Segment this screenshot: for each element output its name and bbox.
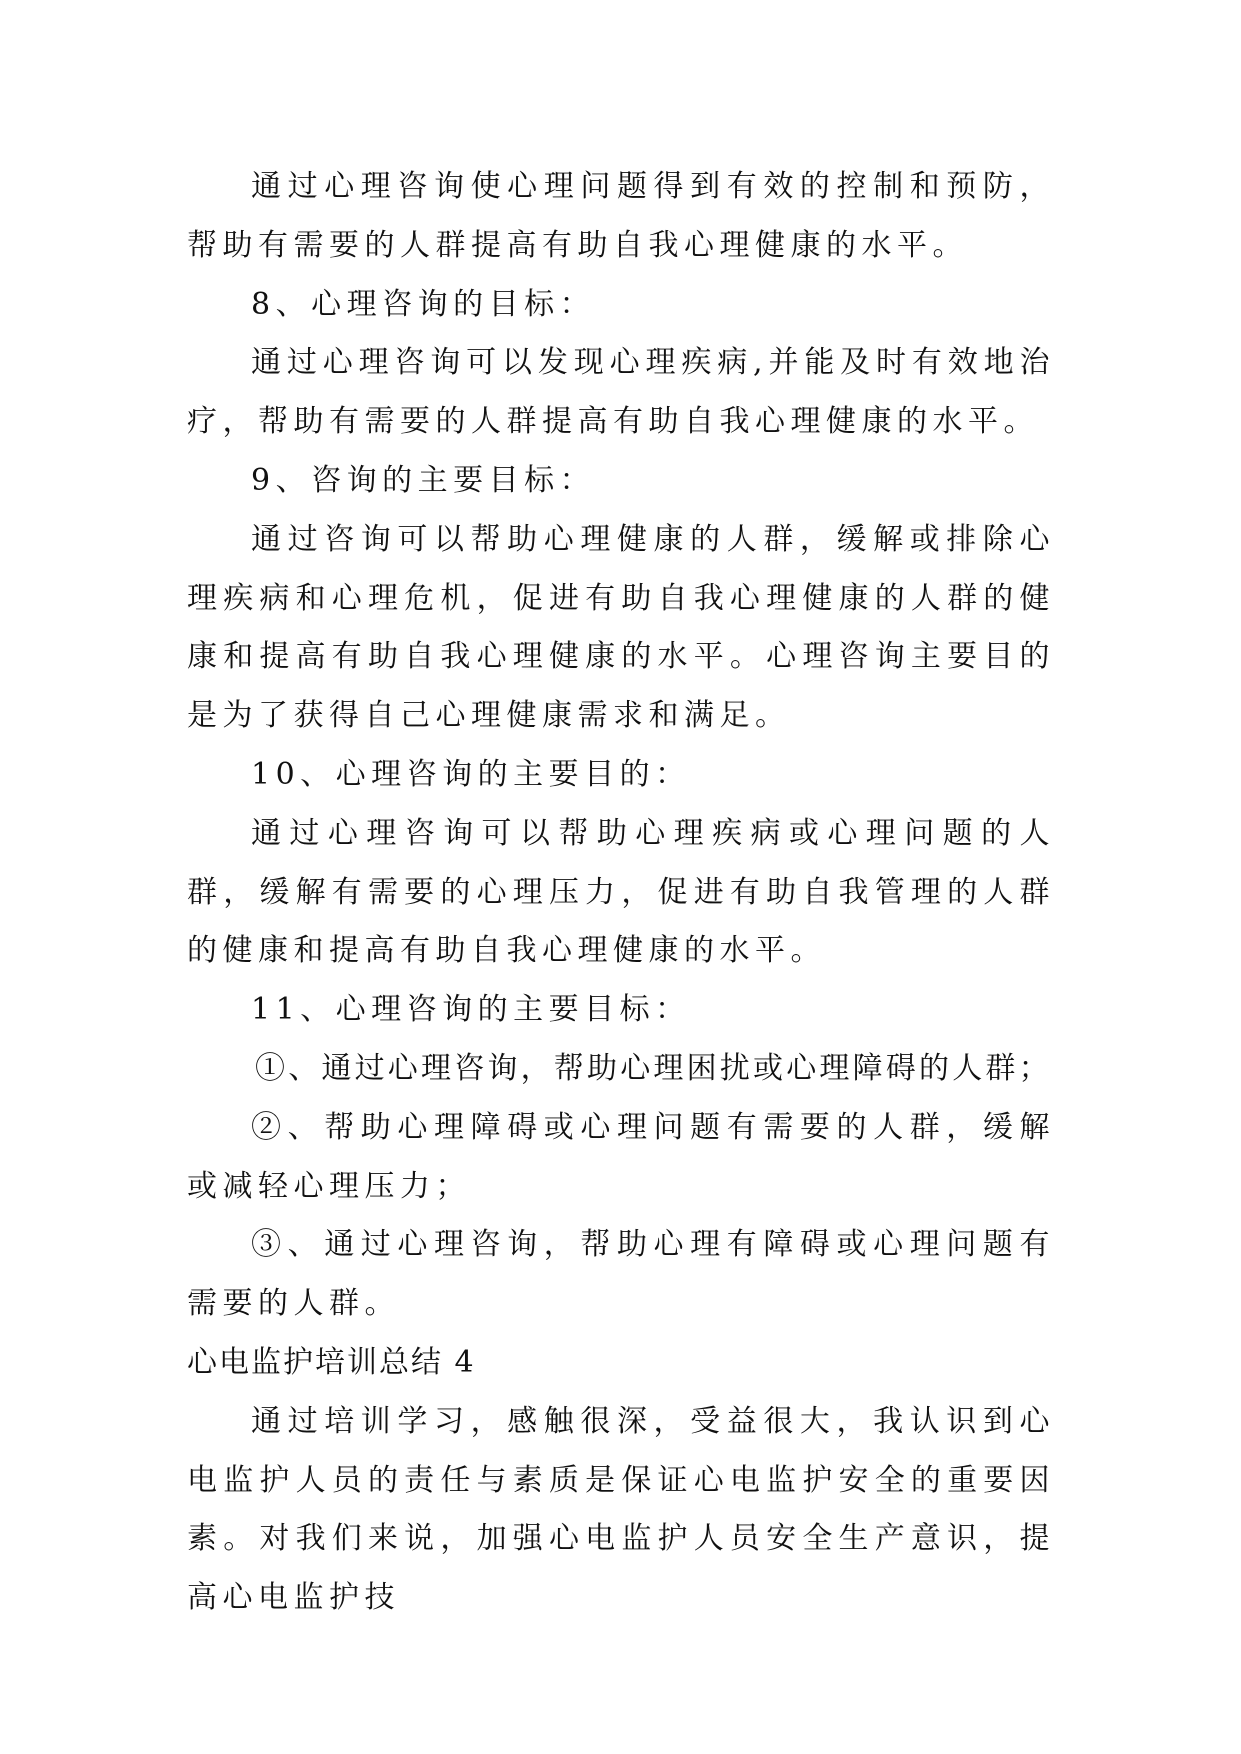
paragraph: ②、帮助心理障碍或心理问题有需要的人群，缓解或减轻心理压力； — [187, 1109, 1055, 1204]
paragraph: 9、咨询的主要目标： — [251, 462, 596, 498]
paragraph: 11、心理咨询的主要目标： — [251, 992, 691, 1028]
paragraph: ①、通过心理咨询，帮助心理困扰或心理障碍的人群； — [255, 1050, 1052, 1086]
paragraph: 通过培训学习，感触很深，受益很大，我认识到心电监护人员的责任与素质是保证心电监护安全的重要因素。对我们来说，加强心电监护人员安全生产意识，提高心电监护技 — [187, 1403, 1055, 1616]
paragraph: 通过心理咨询可以发现心理疾病,并能及时有效地治疗，帮助有需要的人群提高有助自我心理健康的水平。 — [187, 345, 1055, 440]
paragraph: 通过咨询可以帮助心理健康的人群，缓解或排除心理疾病和心理危机，促进有助自我心理健康的人群的健康和提高有助自我心理健康的水平。心理咨询主要目的是为了获得自己心理健康需求和满足。 — [187, 521, 1055, 734]
paragraph: 通过心理咨询可以帮助心理疾病或心理问题的人群，缓解有需要的心理压力，促进有助自我管理的人群的健康和提高有助自我心理健康的水平。 — [187, 815, 1055, 969]
section-heading: 心电监护培训总结 4 — [187, 1344, 476, 1380]
document-body — [187, 158, 1055, 1628]
paragraph: 通过心理咨询使心理问题得到有效的控制和预防，帮助有需要的人群提高有助自我心理健康的水平。 — [187, 169, 1055, 263]
paragraph: ③、通过心理咨询，帮助心理有障碍或心理问题有需要的人群。 — [187, 1227, 1055, 1322]
paragraph: 8、心理咨询的目标： — [251, 286, 596, 322]
paragraph: 10、心理咨询的主要目的： — [251, 756, 691, 792]
